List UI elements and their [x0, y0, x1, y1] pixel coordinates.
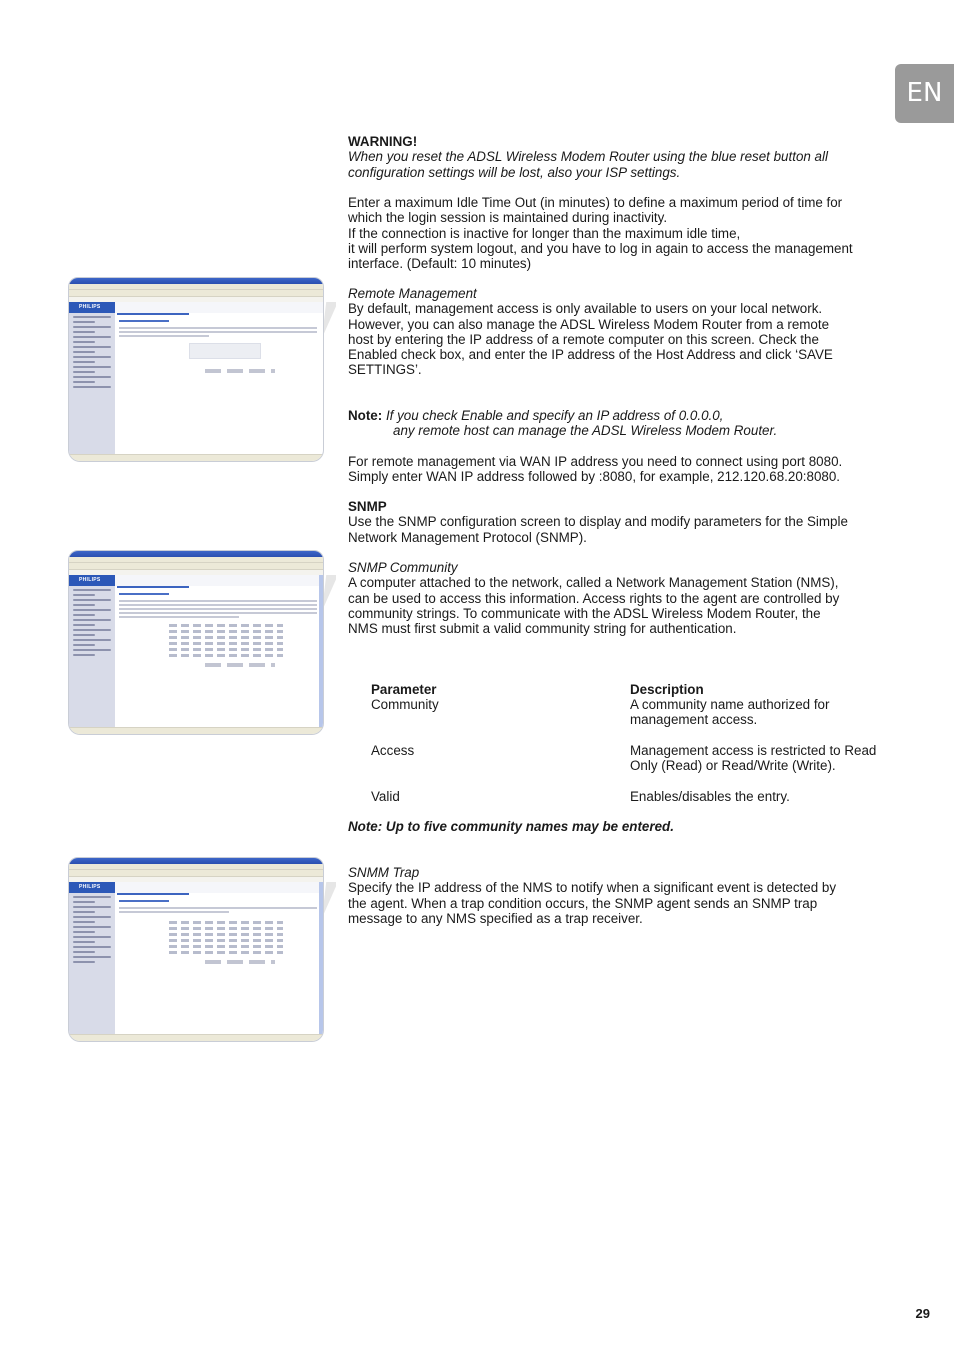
- snmp-trap-screenshot: [68, 857, 324, 1042]
- body-line: By default, management access is only available to users on your local network.: [348, 301, 823, 317]
- body-line: Simply enter WAN IP address followed by :8080, for example, 212.120.68.20:8080.: [348, 469, 841, 485]
- wan-section: [348, 454, 888, 485]
- body-line: Specify the IP address of the NMS to notify when a significant event is detected by: [348, 880, 837, 896]
- table-cell-desc: Management access is restricted to Read Only (Read) or Read/Write (Write).: [630, 743, 877, 774]
- router-sidebar: [69, 575, 115, 728]
- section-heading: SNMP Community: [348, 560, 458, 575]
- snmp-community-section: [348, 560, 888, 636]
- note-community-limit: Note: Up to five community names may be entered.: [348, 819, 674, 834]
- warning-line: configuration settings will be lost, also your ISP settings.: [348, 164, 681, 180]
- body-line: Network Management Protocol (SNMP).: [348, 529, 587, 545]
- table-cell-param: Community: [371, 697, 439, 712]
- body-line: Enter a maximum Idle Time Out (in minutes) to define a maximum period of time for: [348, 195, 843, 210]
- body-line: which the login session is maintained during inactivity.: [348, 210, 668, 226]
- brand-logo: PHILIPS: [69, 575, 115, 586]
- note-line: any remote host can manage the ADSL Wireless Modem Router.: [393, 423, 778, 439]
- note-enable: [348, 408, 888, 439]
- body-line: can be used to access this information. Access rights to the agent are controlled by: [348, 590, 840, 606]
- window-statusbar: [69, 454, 323, 461]
- snmp-community-screenshot: [68, 550, 324, 735]
- note-label: Note:: [348, 408, 383, 423]
- remote-management-section: [348, 286, 888, 378]
- table-cell-param: Access: [371, 743, 415, 758]
- snmp-trap-section: [348, 865, 888, 926]
- router-sidebar: [69, 302, 115, 455]
- body-line: SETTINGS’.: [348, 362, 422, 378]
- body-line: host by entering the IP address of a remote computer on this screen. Check the: [348, 331, 819, 347]
- section-heading: SNMM Trap: [348, 865, 420, 880]
- thumbnail-shadow: [322, 882, 336, 918]
- language-tab: EN: [895, 64, 954, 123]
- router-content: [115, 302, 323, 455]
- note-line: If you check Enable and specify an IP address of 0.0.0.0,: [385, 408, 724, 423]
- remote-management-screenshot: [68, 277, 324, 462]
- body-line: If the connection is inactive for longer than the maximum idle time,: [348, 225, 741, 241]
- section-heading: Remote Management: [348, 286, 477, 301]
- body-line: NMS must first submit a valid community string for authentication.: [348, 621, 737, 637]
- snmp-section: [348, 499, 888, 545]
- scrollbar: [319, 575, 323, 728]
- table-cell-desc: A community name authorized for management access.: [630, 697, 830, 728]
- window-toolbar: [69, 290, 323, 297]
- body-line: message to any NMS specified as a trap receiver.: [348, 910, 643, 926]
- body-line: Enabled check box, and enter the IP address of the Host Address and click ‘SAVE: [348, 347, 833, 363]
- thumbnail-shadow: [322, 302, 336, 338]
- section-heading: SNMP: [348, 499, 387, 514]
- brand-logo: PHILIPS: [69, 882, 115, 893]
- body-line: it will perform system logout, and you have to log in again to access the management: [348, 240, 853, 256]
- thumbnail-shadow: [322, 575, 336, 611]
- body-line: the agent. When a trap condition occurs, the SNMP agent sends an SNMP trap: [348, 895, 818, 911]
- body-line: community strings. To communicate with the ADSL Wireless Modem Router, the: [348, 605, 821, 621]
- warning-section: [348, 134, 888, 180]
- warning-heading: WARNING!: [348, 134, 418, 149]
- table-header-parameter: Parameter: [371, 682, 437, 697]
- warning-line: When you reset the ADSL Wireless Modem Router using the blue reset button all: [348, 149, 828, 165]
- brand-logo: PHILIPS: [69, 302, 115, 313]
- router-sidebar: [69, 882, 115, 1035]
- router-content: [115, 882, 323, 1035]
- body-line: Use the SNMP configuration screen to display and modify parameters for the Simple: [348, 514, 848, 530]
- body-line: However, you can also manage the ADSL Wireless Modem Router from a remote: [348, 316, 830, 332]
- page-number: 29: [915, 1306, 930, 1321]
- router-content: [115, 575, 323, 728]
- table-cell-desc: Enables/disables the entry.: [630, 789, 790, 804]
- scrollbar: [319, 882, 323, 1035]
- body-line: interface. (Default: 10 minutes): [348, 256, 532, 272]
- body-line: A computer attached to the network, called a Network Management Station (NMS),: [348, 575, 839, 591]
- body-line: For remote management via WAN IP address you need to connect using port 8080.: [348, 454, 843, 469]
- table-header-description: Description: [630, 682, 704, 697]
- idle-timeout-section: [348, 195, 888, 271]
- table-cell-param: Valid: [371, 789, 400, 804]
